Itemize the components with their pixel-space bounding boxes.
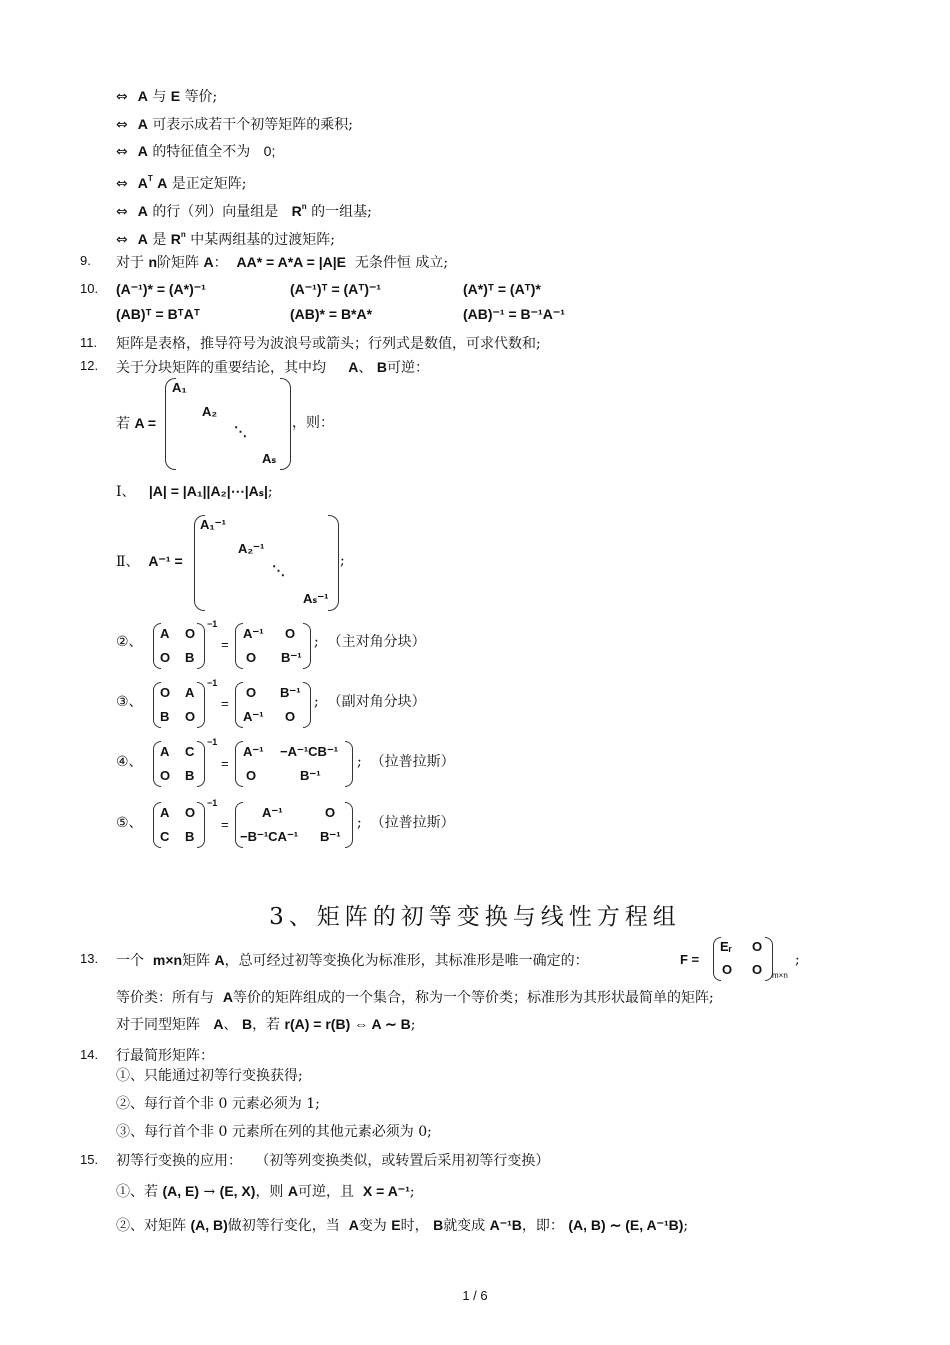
result-2: Ⅱ、 A⁻¹ = <box>116 553 183 570</box>
formula: (AB)ᵀ = BᵀAᵀ <box>116 306 200 322</box>
matrix-entry: Aₛ⁻¹ <box>303 591 329 606</box>
formula: (A⁻¹)ᵀ = (Aᵀ)⁻¹ <box>290 281 382 297</box>
matrix-right-paren <box>197 623 205 669</box>
item-number: 15. <box>80 1152 99 1167</box>
block-note: ; （拉普拉斯） <box>357 815 455 831</box>
formula: (A⁻¹)* = (A*)⁻¹ <box>116 281 206 297</box>
item-number: 9. <box>80 253 91 268</box>
block-label: ②、 <box>116 634 143 650</box>
equiv-line: ⇔ A 的行（列）向量组是 $R^n$ 的一组基; <box>116 202 372 220</box>
item-11: 矩阵是表格，推导符号为波浪号或箭头；行列式是数值，可求代数和; <box>116 336 541 352</box>
item-number: 12. <box>80 358 99 373</box>
matrix-entry: ⋱ <box>272 563 285 578</box>
formula: (A*)ᵀ = (Aᵀ)* <box>463 281 541 297</box>
equiv-line: ⇔ A 与 E 等价; <box>116 88 218 105</box>
section-title: 3、矩阵的初等变换与线性方程组 <box>269 904 681 930</box>
item-13b: 等价类：所有与 A等价的矩阵组成的一个集合，称为一个等价类；标准形为其形状最简单的矩阵; <box>116 989 714 1006</box>
item-13: 一个 m×n矩阵 A，总可经过初等变换化为标准形，其标准形是唯一确定的： <box>116 952 589 969</box>
block-label: ④、 <box>116 754 143 770</box>
matrix-left-paren <box>235 682 243 728</box>
item-number: 10. <box>80 281 99 296</box>
block-then: ，则： <box>292 415 334 431</box>
matrix-right-paren <box>197 682 205 728</box>
item-15-line2: ②、对矩阵 (A, B)做初等行变化，当 A变为 E时， B就变成 A⁻¹B，即： (A, B) ∼ (E, A⁻¹B); <box>116 1217 689 1234</box>
item-14-title: 行最简形矩阵： <box>116 1048 214 1064</box>
item-number: 11. <box>80 335 98 350</box>
iff-symbol: ⇔ <box>116 232 128 248</box>
item-number: 13. <box>80 951 99 966</box>
matrix-right-paren <box>197 802 205 848</box>
block-if: 若 A = <box>116 415 157 432</box>
list-item: ③、每行首个非 0 元素所在列的其他元素必须为 0; <box>116 1124 432 1140</box>
equiv-line: ⇔ A 可表示成若干个初等矩阵的乘积; <box>116 116 354 133</box>
matrix-left-paren <box>235 623 243 669</box>
matrix-entry: A₂ <box>202 404 218 419</box>
item-12: 关于分块矩阵的重要结论，其中均 A、 B可逆： <box>116 359 429 376</box>
iff-symbol: ⇔ <box>116 144 128 160</box>
equiv-line: ⇔ A 是 $R^n$ 中某两组基的过渡矩阵; <box>116 230 335 248</box>
item-15: 初等行变换的应用： （初等列变换类似，或转置后采用初等行变换） <box>116 1153 550 1169</box>
item-15-line1: ①、若 (A, E) → (E, X)，则 A可逆，且 X = A⁻¹; <box>116 1183 415 1200</box>
list-item: ②、每行首个非 0 元素必须为 1; <box>116 1096 320 1112</box>
formula: (AB)⁻¹ = B⁻¹A⁻¹ <box>463 306 565 322</box>
iff-symbol: ⇔ <box>116 89 128 105</box>
block-label: ③、 <box>116 694 143 710</box>
matrix-right-paren <box>303 623 311 669</box>
matrix-right-paren <box>328 515 339 611</box>
equiv-line: ⇔ $A^T$ A 是正定矩阵; <box>116 174 247 192</box>
matrix-entry: A₁ <box>172 380 187 395</box>
matrix-left-paren <box>235 741 243 787</box>
matrix-entry: A₁⁻¹ <box>200 517 226 532</box>
block-note: ; （副对角分块） <box>314 694 426 710</box>
page-number: 1 / 6 <box>462 1288 488 1303</box>
matrix-entry: ⋱ <box>234 424 247 439</box>
item-number: 14. <box>80 1047 99 1062</box>
matrix-entry: Aₛ <box>262 451 277 466</box>
matrix-right-paren <box>280 378 291 470</box>
matrix-right-paren <box>197 741 205 787</box>
item-13c: 对于同型矩阵 A、 B，若 r(A) = r(B) ⇔ A ∼ B; <box>116 1016 416 1033</box>
matrix-right-paren <box>345 802 353 848</box>
matrix-right-paren <box>345 741 353 787</box>
formula: (AB)* = B*A* <box>290 306 373 322</box>
iff-symbol: ⇔ <box>116 204 128 220</box>
iff-symbol: ⇔ <box>116 117 128 133</box>
block-note: ; （主对角分块） <box>314 634 426 650</box>
item-9: 对于 n阶矩阵 A： AA* = A*A = |A|E 无条件恒 成立; <box>116 254 449 271</box>
list-item: ①、只能通过初等行变换获得; <box>116 1068 303 1084</box>
matrix-entry: A₂⁻¹ <box>238 541 265 556</box>
block-note: ; （拉普拉斯） <box>357 754 455 770</box>
result-1: Ⅰ、 |A| = |A₁||A₂|⋯|Aₛ|; <box>116 483 273 500</box>
iff-symbol: ⇔ <box>116 176 128 192</box>
semicolon: ; <box>340 553 345 569</box>
equiv-line: ⇔ A 的特征值全不为 0; <box>116 143 276 160</box>
block-label: ⑤、 <box>116 815 143 831</box>
matrix-right-paren <box>303 682 311 728</box>
